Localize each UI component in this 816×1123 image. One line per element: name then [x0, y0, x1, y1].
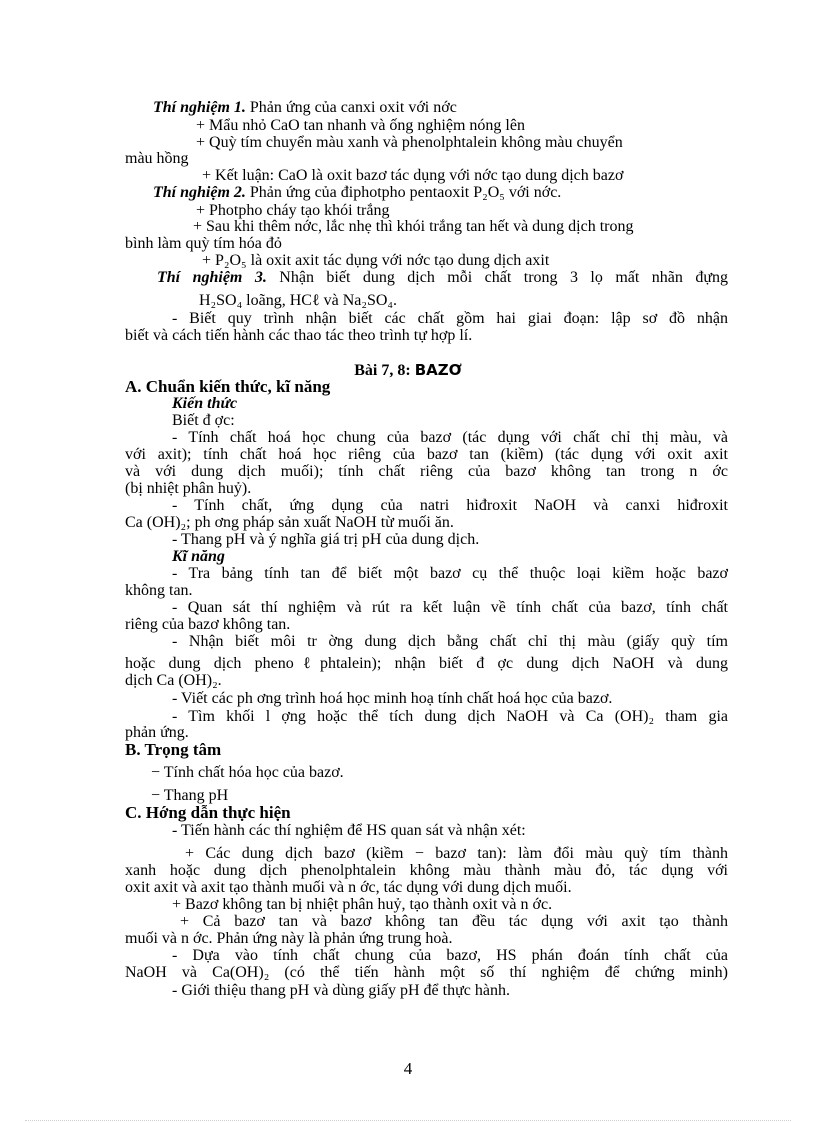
- knowledge-1-line-4: (bị nhiệt phân huỷ).: [125, 480, 252, 497]
- section-b-title: B. Trọng tâm: [125, 740, 222, 759]
- experiment-1-conclusion: + Kết luận: CaO là oxit bazơ tác dụng với nớc tạo dung dịch bazơ: [202, 167, 624, 184]
- knowledge-1-line-2: với axit); tính chất hoá học riêng của bazơ tan (kiềm) (tác dụng với oxit axit: [125, 446, 728, 463]
- page-bottom-divider: [25, 1120, 791, 1121]
- experiment-2-bullet-1: + Photpho cháy tạo khói trắng: [196, 202, 390, 219]
- know-label: Biết đ ợc:: [172, 412, 235, 429]
- focus-item-2: − Thang pH: [151, 787, 229, 804]
- guidance-2-line-2: xanh hoặc dung dịch phenolphtalein không màu thành màu đỏ, tác dụng với: [125, 862, 728, 879]
- guidance-3: + Bazơ không tan bị nhiệt phân huỷ, tạo thành oxit và n ớc.: [172, 896, 553, 913]
- experiment-1-bullet-1: + Mẩu nhỏ CaO tan nhanh và ống nghiệm nóng lên: [196, 117, 525, 134]
- skill-1-line-1: - Tra bảng tính tan để biết một bazơ cụ thể thuộc loại kiềm hoặc bazơ: [172, 565, 728, 582]
- experiment-3-substances: H₂SO₄ loãng, HCℓ và Na₂SO₄.: [199, 292, 397, 309]
- guidance-4-line-2: muối và n ớc. Phản ứng này là phản ứng trung hoà.: [125, 930, 453, 947]
- skill-1-line-2: không tan.: [125, 582, 193, 599]
- knowledge-heading: Kiến thức: [172, 395, 238, 412]
- lesson-title: [0, 361, 816, 380]
- guidance-2-line-3: oxit axit và axit tạo thành muối và n ớc, tác dụng với dung dịch muối.: [125, 879, 572, 896]
- guidance-6: - Giới thiệu thang pH và dùng giấy pH để thực hành.: [172, 982, 510, 999]
- experiment-3-label: Thí nghiệm 3.: [157, 269, 267, 286]
- experiment-1-label: Thí nghiệm 1.: [153, 99, 246, 116]
- page-number: 4: [403, 1059, 413, 1078]
- experiment-2-text: Phản ứng của điphotpho pentaoxit P₂O₅ với nớc.: [245, 184, 562, 201]
- skill-5-line-2: phản ứng.: [125, 724, 189, 741]
- experiment-2-bullet-2: + Sau khi thêm nớc, lắc nhẹ thì khói trắng tan hết và dung dịch trong: [193, 218, 634, 235]
- experiment-2-conclusion: + P₂O₅ là oxit axit tác dụng với nớc tạo dung dịch axit: [202, 252, 550, 269]
- guidance-4-line-1: + Cả bazơ tan và bazơ không tan đều tác dụng với axit tạo thành: [180, 913, 728, 930]
- skill-2-line-1: - Quan sát thí nghiệm và rút ra kết luận về tính chất của bazơ, tính chất: [172, 599, 728, 616]
- experiment-3-text: Nhận biết dung dịch mỗi chất trong 3 lọ mất nhãn đựng: [266, 269, 729, 286]
- lesson-name: BAZƠ: [414, 361, 462, 379]
- skill-3-line-2: hoặc dung dịch phenoℓphtalein); nhận biết đ ợc dung dịch NaOH và dung: [125, 655, 728, 672]
- experiment-3-paragraph: - Biết quy trình nhận biết các chất gồm hai giai đoạn: lập sơ đồ nhận: [172, 310, 728, 327]
- experiment-1-line: [153, 99, 457, 117]
- experiment-2-line: [153, 184, 561, 202]
- focus-item-1: − Tính chất hóa học của bazơ.: [151, 764, 344, 781]
- knowledge-1-line-3: và với dung dịch muối); tính chất riêng của bazơ không tan trong n ớc: [125, 463, 728, 480]
- guidance-5-line-1: - Dựa vào tính chất chung của bazơ, HS phán đoán tính chất của: [172, 947, 728, 964]
- skill-5-line-1: - Tìm khối l ợng hoặc thể tích dung dịch NaOH và Ca (OH)₂ tham gia: [172, 708, 728, 725]
- guidance-1: - Tiến hành các thí nghiệm để HS quan sát và nhận xét:: [172, 822, 526, 839]
- skill-3-line-3: dịch Ca (OH)₂.: [125, 672, 222, 689]
- guidance-2-line-1: + Các dung dịch bazơ (kiềm − bazơ tan): làm đổi màu quỳ tím thành: [185, 845, 728, 862]
- lesson-prefix: Bài 7, 8:: [354, 362, 415, 379]
- knowledge-2-line-1: - Tính chất, ứng dụng của natri hiđroxit NaOH và canxi hiđroxit: [172, 497, 728, 514]
- guidance-5-line-2: NaOH và Ca(OH)₂ (có thể tiến hành một số thí nghiệm để chứng minh): [125, 964, 728, 981]
- experiment-1-bullet-2-cont: màu hồng: [125, 150, 189, 167]
- skill-4: - Viết các ph ơng trình hoá học minh hoạ tính chất hoá học của bazơ.: [172, 690, 613, 707]
- skills-heading: Kĩ năng: [172, 548, 225, 565]
- experiment-3-line: [157, 269, 728, 287]
- section-a-title: A. Chuẩn kiến thức, kĩ năng: [125, 377, 331, 396]
- experiment-1-text: Phản ứng của canxi oxit với nớc: [245, 99, 457, 116]
- experiment-2-bullet-2-cont: bình làm quỳ tím hóa đỏ: [125, 235, 282, 252]
- section-c-title: C. Hớng dẫn thực hiện: [125, 803, 291, 822]
- skill-2-line-2: riêng của bazơ không tan.: [125, 616, 291, 633]
- skill-3-line-1: - Nhận biết môi tr ờng dung dịch bằng chất chỉ thị màu (giấy quỳ tím: [172, 633, 728, 650]
- experiment-3-paragraph-cont: biết và cách tiến hành các thao tác theo trình tự hợp lí.: [125, 327, 473, 344]
- experiment-2-label: Thí nghiệm 2.: [153, 184, 246, 201]
- knowledge-1-line-1: - Tính chất hoá học chung của bazơ (tác dụng với chất chỉ thị màu, và: [172, 429, 728, 446]
- knowledge-2-line-2: Ca (OH)₂; ph ơng pháp sản xuất NaOH từ muối ăn.: [125, 514, 454, 531]
- knowledge-3: - Thang pH và ý nghĩa giá trị pH của dung dịch.: [172, 531, 480, 548]
- experiment-1-bullet-2: + Quỳ tím chuyển màu xanh và phenolphtalein không màu chuyển: [196, 134, 623, 151]
